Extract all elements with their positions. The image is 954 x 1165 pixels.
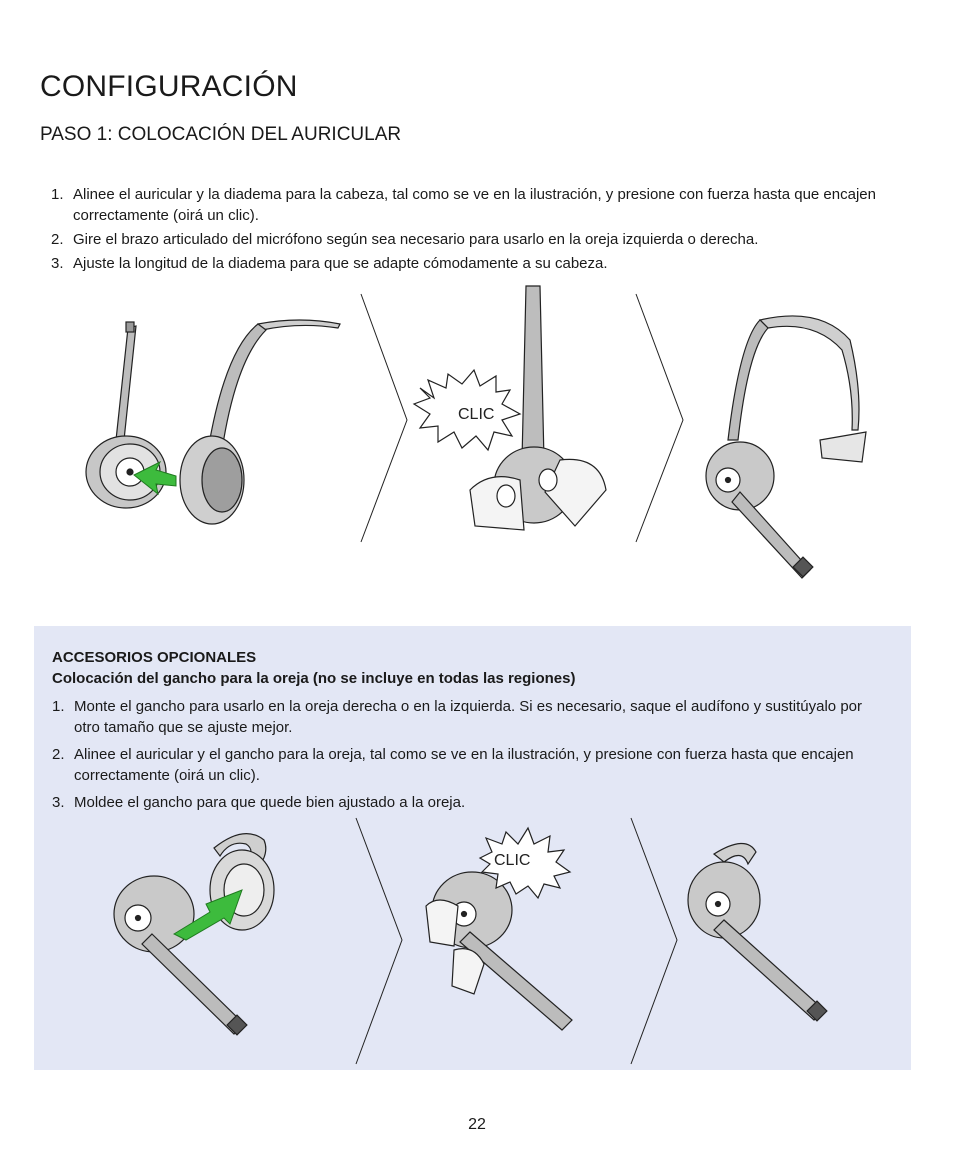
page-title: CONFIGURACIÓN (40, 70, 298, 103)
page-number: 22 (468, 1116, 486, 1133)
headset-assembly-illustration (0, 280, 954, 590)
step-number: 1. (51, 186, 64, 203)
step-number: 2. (51, 231, 64, 248)
step-text: Gire el brazo articulado del micrófono según sea necesario para usarlo en la oreja izquierda o derecha. (73, 231, 759, 248)
headband-illustration (180, 320, 340, 524)
click-burst-icon (414, 370, 520, 450)
list-item (51, 184, 901, 226)
step-text: Monte el gancho para usarlo en la oreja derecha o en la izquierda. Si es necesario, saque el audífono y sustitúyalo por otro tamaño que se ajuste mejor. (74, 698, 862, 736)
divider-chevron (361, 294, 407, 542)
divider-chevron (631, 818, 677, 1064)
list-item (52, 696, 882, 738)
list-item (51, 229, 901, 250)
assembled-headset-illustration (706, 316, 866, 578)
accessories-subheading: Colocación del gancho para la oreja (no se incluye en todas las regiones) (52, 670, 576, 687)
earhook-press-illustration (426, 872, 572, 1030)
step-text: Alinee el auricular y el gancho para la oreja, tal como se ve en la ilustración, y presione con fuerza hasta que encajen correctamente (oirá un clic). (74, 746, 854, 784)
step-number: 3. (51, 255, 64, 272)
step-text: Ajuste la longitud de la diadema para que se adapte cómodamente a su cabeza. (73, 255, 608, 272)
step-text: Moldee el gancho para que quede bien ajustado a la oreja. (74, 794, 466, 811)
divider-chevron (636, 294, 683, 542)
list-item (52, 792, 882, 813)
list-item (52, 744, 882, 786)
divider-chevron (356, 818, 402, 1064)
list-item (51, 253, 901, 274)
accessories-heading: ACCESORIOS OPCIONALES (52, 649, 257, 666)
step-number: 2. (52, 746, 65, 763)
click-label: CLIC (458, 406, 495, 423)
earhook-steps-list (52, 696, 882, 819)
step-text: Alinee el auricular y la diadema para la cabeza, tal como se ve en la ilustración, y presione con fuerza hasta que encajen correctamente (oirá un clic). (73, 186, 876, 224)
section-subtitle: PASO 1: COLOCACIÓN DEL AURICULAR (40, 124, 402, 145)
setup-steps-list (51, 184, 901, 277)
earhook-assembly-illustration (34, 814, 911, 1066)
step-number: 1. (52, 698, 65, 715)
assembled-earhook-illustration (688, 843, 827, 1020)
click-label: CLIC (494, 852, 531, 869)
step-number: 3. (52, 794, 65, 811)
